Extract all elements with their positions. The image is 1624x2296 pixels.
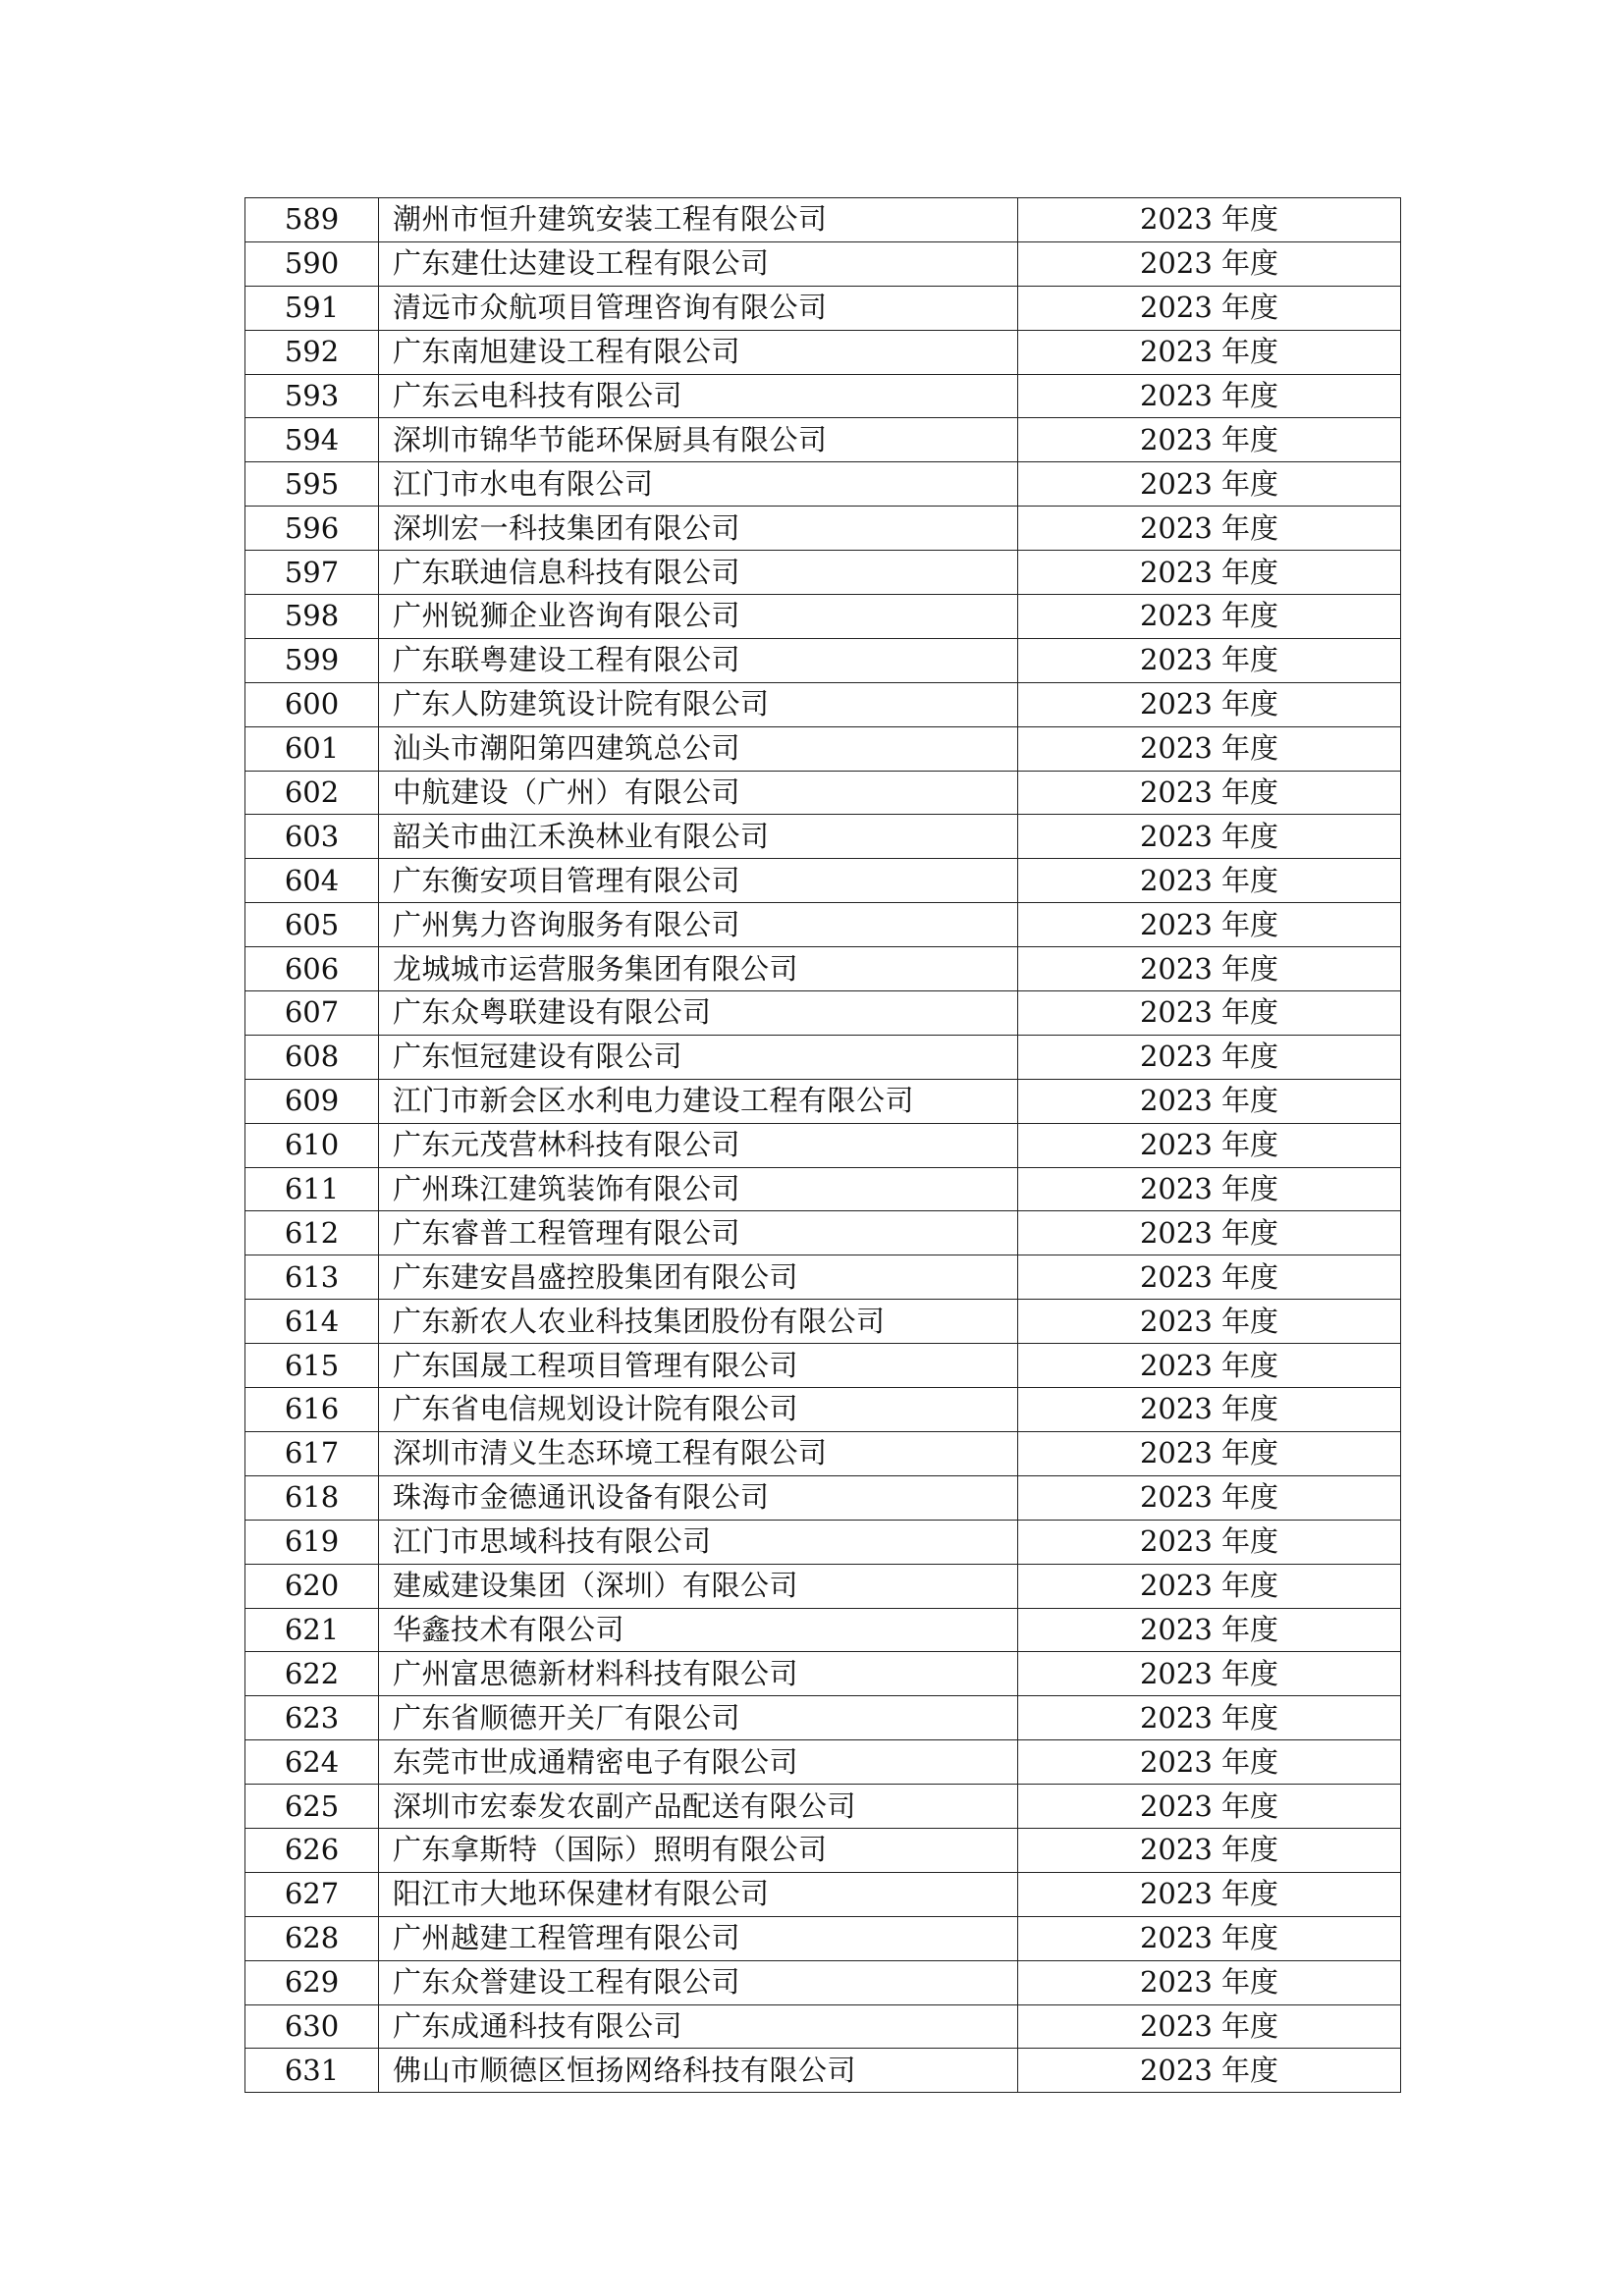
year-cell: 2023 年度 bbox=[1018, 682, 1401, 726]
row-number-cell: 625 bbox=[245, 1785, 379, 1829]
company-name-cell: 广东衡安项目管理有限公司 bbox=[379, 859, 1018, 903]
year-cell: 2023 年度 bbox=[1018, 1300, 1401, 1344]
year-cell: 2023 年度 bbox=[1018, 2004, 1401, 2049]
row-number-cell: 614 bbox=[245, 1300, 379, 1344]
company-name-cell: 江门市新会区水利电力建设工程有限公司 bbox=[379, 1079, 1018, 1123]
year-cell: 2023 年度 bbox=[1018, 2049, 1401, 2093]
year-cell: 2023 年度 bbox=[1018, 286, 1401, 330]
year-cell: 2023 年度 bbox=[1018, 551, 1401, 595]
year-cell: 2023 年度 bbox=[1018, 859, 1401, 903]
table-row bbox=[245, 551, 1401, 595]
company-list-page bbox=[244, 197, 1400, 2093]
company-name-cell: 华鑫技术有限公司 bbox=[379, 1608, 1018, 1652]
table-row bbox=[245, 947, 1401, 991]
company-name-cell: 珠海市金德通讯设备有限公司 bbox=[379, 1475, 1018, 1520]
row-number-cell: 604 bbox=[245, 859, 379, 903]
table-row bbox=[245, 330, 1401, 374]
company-name-cell: 广东建安昌盛控股集团有限公司 bbox=[379, 1255, 1018, 1300]
year-cell: 2023 年度 bbox=[1018, 418, 1401, 462]
year-cell: 2023 年度 bbox=[1018, 1167, 1401, 1211]
year-cell: 2023 年度 bbox=[1018, 1828, 1401, 1872]
table-row bbox=[245, 374, 1401, 418]
company-name-cell: 广东众粤联建设有限公司 bbox=[379, 991, 1018, 1036]
year-cell: 2023 年度 bbox=[1018, 1960, 1401, 2004]
row-number-cell: 629 bbox=[245, 1960, 379, 2004]
row-number-cell: 600 bbox=[245, 682, 379, 726]
table-row bbox=[245, 507, 1401, 551]
company-name-cell: 广州锐狮企业咨询有限公司 bbox=[379, 595, 1018, 639]
row-number-cell: 603 bbox=[245, 815, 379, 859]
table-row bbox=[245, 1300, 1401, 1344]
row-number-cell: 605 bbox=[245, 903, 379, 947]
year-cell: 2023 年度 bbox=[1018, 726, 1401, 771]
year-cell: 2023 年度 bbox=[1018, 1740, 1401, 1785]
table-row bbox=[245, 595, 1401, 639]
company-name-cell: 广州珠江建筑装饰有限公司 bbox=[379, 1167, 1018, 1211]
company-name-cell: 佛山市顺德区恒扬网络科技有限公司 bbox=[379, 2049, 1018, 2093]
company-table bbox=[244, 197, 1401, 2093]
table-row bbox=[245, 1255, 1401, 1300]
year-cell: 2023 年度 bbox=[1018, 1123, 1401, 1167]
row-number-cell: 590 bbox=[245, 241, 379, 286]
table-row bbox=[245, 1785, 1401, 1829]
company-name-cell: 中航建设（广州）有限公司 bbox=[379, 771, 1018, 815]
table-row bbox=[245, 1564, 1401, 1608]
company-name-cell: 深圳市宏泰发农副产品配送有限公司 bbox=[379, 1785, 1018, 1829]
row-number-cell: 602 bbox=[245, 771, 379, 815]
year-cell: 2023 年度 bbox=[1018, 462, 1401, 507]
row-number-cell: 631 bbox=[245, 2049, 379, 2093]
row-number-cell: 592 bbox=[245, 330, 379, 374]
table-row bbox=[245, 1652, 1401, 1696]
table-row bbox=[245, 1035, 1401, 1079]
company-name-cell: 广东联粤建设工程有限公司 bbox=[379, 638, 1018, 682]
company-name-cell: 汕头市潮阳第四建筑总公司 bbox=[379, 726, 1018, 771]
year-cell: 2023 年度 bbox=[1018, 1652, 1401, 1696]
company-name-cell: 龙城城市运营服务集团有限公司 bbox=[379, 947, 1018, 991]
row-number-cell: 624 bbox=[245, 1740, 379, 1785]
table-row bbox=[245, 1388, 1401, 1432]
table-row bbox=[245, 2004, 1401, 2049]
year-cell: 2023 年度 bbox=[1018, 1344, 1401, 1388]
table-row bbox=[245, 771, 1401, 815]
row-number-cell: 622 bbox=[245, 1652, 379, 1696]
row-number-cell: 593 bbox=[245, 374, 379, 418]
company-name-cell: 建威建设集团（深圳）有限公司 bbox=[379, 1564, 1018, 1608]
year-cell: 2023 年度 bbox=[1018, 991, 1401, 1036]
row-number-cell: 620 bbox=[245, 1564, 379, 1608]
year-cell: 2023 年度 bbox=[1018, 1608, 1401, 1652]
table-row bbox=[245, 682, 1401, 726]
year-cell: 2023 年度 bbox=[1018, 638, 1401, 682]
row-number-cell: 626 bbox=[245, 1828, 379, 1872]
table-row bbox=[245, 1872, 1401, 1916]
row-number-cell: 616 bbox=[245, 1388, 379, 1432]
table-row bbox=[245, 241, 1401, 286]
year-cell: 2023 年度 bbox=[1018, 1388, 1401, 1432]
company-table-body bbox=[245, 198, 1401, 2093]
company-name-cell: 广东众誉建设工程有限公司 bbox=[379, 1960, 1018, 2004]
row-number-cell: 619 bbox=[245, 1520, 379, 1564]
company-name-cell: 东莞市世成通精密电子有限公司 bbox=[379, 1740, 1018, 1785]
company-name-cell: 广东国晟工程项目管理有限公司 bbox=[379, 1344, 1018, 1388]
company-name-cell: 深圳宏一科技集团有限公司 bbox=[379, 507, 1018, 551]
year-cell: 2023 年度 bbox=[1018, 1916, 1401, 1960]
year-cell: 2023 年度 bbox=[1018, 1079, 1401, 1123]
company-name-cell: 广东建仕达建设工程有限公司 bbox=[379, 241, 1018, 286]
row-number-cell: 597 bbox=[245, 551, 379, 595]
table-row bbox=[245, 1167, 1401, 1211]
company-name-cell: 清远市众航项目管理咨询有限公司 bbox=[379, 286, 1018, 330]
table-row bbox=[245, 1916, 1401, 1960]
company-name-cell: 广东南旭建设工程有限公司 bbox=[379, 330, 1018, 374]
year-cell: 2023 年度 bbox=[1018, 1785, 1401, 1829]
company-name-cell: 广东人防建筑设计院有限公司 bbox=[379, 682, 1018, 726]
table-row bbox=[245, 1123, 1401, 1167]
row-number-cell: 628 bbox=[245, 1916, 379, 1960]
year-cell: 2023 年度 bbox=[1018, 330, 1401, 374]
table-row bbox=[245, 1079, 1401, 1123]
row-number-cell: 613 bbox=[245, 1255, 379, 1300]
year-cell: 2023 年度 bbox=[1018, 1211, 1401, 1255]
row-number-cell: 623 bbox=[245, 1696, 379, 1740]
row-number-cell: 611 bbox=[245, 1167, 379, 1211]
company-name-cell: 广东睿普工程管理有限公司 bbox=[379, 1211, 1018, 1255]
row-number-cell: 598 bbox=[245, 595, 379, 639]
company-name-cell: 广东成通科技有限公司 bbox=[379, 2004, 1018, 2049]
table-row bbox=[245, 462, 1401, 507]
table-row bbox=[245, 1211, 1401, 1255]
year-cell: 2023 年度 bbox=[1018, 1872, 1401, 1916]
company-name-cell: 深圳市锦华节能环保厨具有限公司 bbox=[379, 418, 1018, 462]
company-name-cell: 广州越建工程管理有限公司 bbox=[379, 1916, 1018, 1960]
company-name-cell: 广州富思德新材料科技有限公司 bbox=[379, 1652, 1018, 1696]
table-row bbox=[245, 1431, 1401, 1475]
company-name-cell: 江门市思域科技有限公司 bbox=[379, 1520, 1018, 1564]
year-cell: 2023 年度 bbox=[1018, 1475, 1401, 1520]
table-row bbox=[245, 859, 1401, 903]
company-name-cell: 广东恒冠建设有限公司 bbox=[379, 1035, 1018, 1079]
table-row bbox=[245, 1344, 1401, 1388]
company-name-cell: 广东新农人农业科技集团股份有限公司 bbox=[379, 1300, 1018, 1344]
company-name-cell: 潮州市恒升建筑安装工程有限公司 bbox=[379, 198, 1018, 242]
row-number-cell: 591 bbox=[245, 286, 379, 330]
year-cell: 2023 年度 bbox=[1018, 1255, 1401, 1300]
table-row bbox=[245, 1696, 1401, 1740]
company-name-cell: 广东联迪信息科技有限公司 bbox=[379, 551, 1018, 595]
row-number-cell: 595 bbox=[245, 462, 379, 507]
table-row bbox=[245, 991, 1401, 1036]
company-name-cell: 广东省电信规划设计院有限公司 bbox=[379, 1388, 1018, 1432]
table-row bbox=[245, 1740, 1401, 1785]
row-number-cell: 606 bbox=[245, 947, 379, 991]
year-cell: 2023 年度 bbox=[1018, 1564, 1401, 1608]
row-number-cell: 594 bbox=[245, 418, 379, 462]
table-row bbox=[245, 638, 1401, 682]
year-cell: 2023 年度 bbox=[1018, 903, 1401, 947]
table-row bbox=[245, 198, 1401, 242]
company-name-cell: 江门市水电有限公司 bbox=[379, 462, 1018, 507]
table-row bbox=[245, 1960, 1401, 2004]
row-number-cell: 610 bbox=[245, 1123, 379, 1167]
row-number-cell: 618 bbox=[245, 1475, 379, 1520]
table-row bbox=[245, 903, 1401, 947]
row-number-cell: 627 bbox=[245, 1872, 379, 1916]
table-row bbox=[245, 726, 1401, 771]
year-cell: 2023 年度 bbox=[1018, 1696, 1401, 1740]
row-number-cell: 609 bbox=[245, 1079, 379, 1123]
company-name-cell: 韶关市曲江禾涣林业有限公司 bbox=[379, 815, 1018, 859]
row-number-cell: 589 bbox=[245, 198, 379, 242]
table-row bbox=[245, 1608, 1401, 1652]
table-row bbox=[245, 286, 1401, 330]
year-cell: 2023 年度 bbox=[1018, 198, 1401, 242]
table-row bbox=[245, 1520, 1401, 1564]
year-cell: 2023 年度 bbox=[1018, 595, 1401, 639]
table-row bbox=[245, 418, 1401, 462]
year-cell: 2023 年度 bbox=[1018, 507, 1401, 551]
company-name-cell: 广东省顺德开关厂有限公司 bbox=[379, 1696, 1018, 1740]
year-cell: 2023 年度 bbox=[1018, 771, 1401, 815]
table-row bbox=[245, 1475, 1401, 1520]
table-row bbox=[245, 2049, 1401, 2093]
company-name-cell: 广东元茂营林科技有限公司 bbox=[379, 1123, 1018, 1167]
year-cell: 2023 年度 bbox=[1018, 1035, 1401, 1079]
table-row bbox=[245, 815, 1401, 859]
row-number-cell: 607 bbox=[245, 991, 379, 1036]
year-cell: 2023 年度 bbox=[1018, 241, 1401, 286]
company-name-cell: 广州隽力咨询服务有限公司 bbox=[379, 903, 1018, 947]
company-name-cell: 深圳市清义生态环境工程有限公司 bbox=[379, 1431, 1018, 1475]
year-cell: 2023 年度 bbox=[1018, 815, 1401, 859]
company-name-cell: 阳江市大地环保建材有限公司 bbox=[379, 1872, 1018, 1916]
year-cell: 2023 年度 bbox=[1018, 1431, 1401, 1475]
table-row bbox=[245, 1828, 1401, 1872]
company-name-cell: 广东云电科技有限公司 bbox=[379, 374, 1018, 418]
row-number-cell: 599 bbox=[245, 638, 379, 682]
year-cell: 2023 年度 bbox=[1018, 374, 1401, 418]
year-cell: 2023 年度 bbox=[1018, 947, 1401, 991]
company-name-cell: 广东拿斯特（国际）照明有限公司 bbox=[379, 1828, 1018, 1872]
row-number-cell: 612 bbox=[245, 1211, 379, 1255]
row-number-cell: 596 bbox=[245, 507, 379, 551]
row-number-cell: 608 bbox=[245, 1035, 379, 1079]
year-cell: 2023 年度 bbox=[1018, 1520, 1401, 1564]
row-number-cell: 630 bbox=[245, 2004, 379, 2049]
row-number-cell: 615 bbox=[245, 1344, 379, 1388]
row-number-cell: 617 bbox=[245, 1431, 379, 1475]
row-number-cell: 601 bbox=[245, 726, 379, 771]
row-number-cell: 621 bbox=[245, 1608, 379, 1652]
